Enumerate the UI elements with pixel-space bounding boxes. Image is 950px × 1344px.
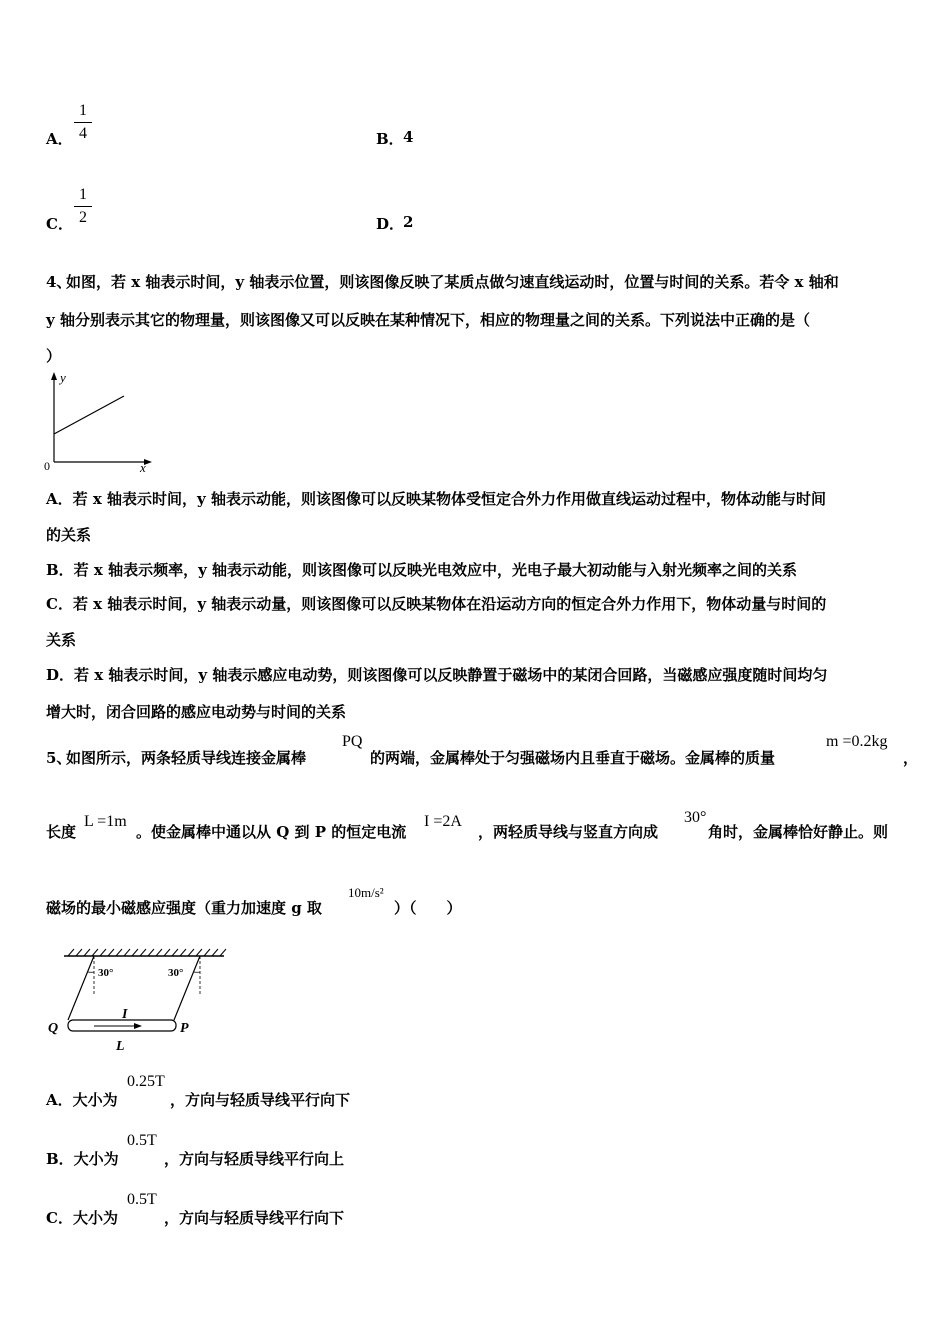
q4-graph — [40, 368, 160, 474]
option-text: 的关系 — [46, 526, 92, 544]
option-text: C．若 x 轴表示时间，y 轴表示动量，则该图像可以反映某物体在沿运动方向的恒定合外力作用下，物体动量与时间的 — [46, 595, 827, 613]
q5-text: ， — [903, 749, 919, 767]
wire-left — [68, 956, 94, 1020]
denominator: 4 — [79, 125, 87, 142]
option-text: ，方向与轻质导线平行向下 — [164, 1209, 345, 1227]
option-text: ，方向与轻质导线平行向下 — [170, 1091, 351, 1109]
q5-text: 。使金属棒中通以从 Q 到 P 的恒定电流 — [136, 823, 407, 841]
wire-right — [174, 956, 200, 1020]
numerator: 1 — [79, 186, 87, 203]
q5-text: 磁场的最小磁感应强度（重力加速度 g 取 — [46, 899, 322, 917]
numerator: 1 — [79, 102, 87, 119]
option-value: 0.5T — [127, 1132, 157, 1149]
option-text: A．大小为 — [46, 1091, 118, 1109]
option-text: ，方向与轻质导线平行向上 — [164, 1150, 345, 1168]
option-value: 0.5T — [127, 1191, 157, 1208]
option-text: 关系 — [46, 631, 77, 649]
fraction-bar — [74, 206, 92, 207]
option-text: 增大时，闭合回路的感应电动势与时间的关系 — [46, 703, 347, 721]
label-p: P — [180, 1021, 189, 1036]
x-axis-label: x — [140, 460, 146, 474]
graph-line — [54, 396, 124, 434]
q5-text: 的两端，金属棒处于匀强磁场内且垂直于磁场。金属棒的质量 — [370, 749, 776, 767]
option-text: B．若 x 轴表示频率，y 轴表示动能，则该图像可以反映光电效应中，光电子最大初动能与入射光频率之间的关系 — [46, 561, 798, 579]
option-value: 4 — [403, 128, 414, 146]
q4-stem-line3: ） — [46, 347, 62, 365]
option-value: 2 — [403, 213, 414, 231]
fraction — [74, 186, 92, 227]
angle-label-left: 30° — [98, 967, 114, 979]
q5-math-current: I =2A — [424, 813, 462, 830]
q5-figure — [44, 946, 234, 1058]
angle-label-right: 30° — [168, 967, 184, 979]
q5-text: ）（ ） — [394, 899, 462, 917]
option-label: C． — [46, 215, 73, 233]
denominator: 2 — [79, 209, 87, 226]
label-length: L — [116, 1039, 125, 1054]
q5-text: ，两轻质导线与竖直方向成 — [478, 823, 659, 841]
option-text: D．若 x 轴表示时间，y 轴表示感应电动势，则该图像可以反映静置于磁场中的某闭合回路，当磁感应强度随时间均匀 — [46, 666, 828, 684]
q5-number: 5、 — [46, 749, 72, 767]
fraction — [74, 102, 92, 143]
q5-math-mass: m =0.2kg — [826, 733, 888, 750]
label-current: I — [122, 1007, 128, 1022]
q5-math-angle: 30° — [684, 809, 707, 826]
q4-number: 4、 — [46, 273, 72, 291]
option-text: C．大小为 — [46, 1209, 118, 1227]
q5-math-pq: PQ — [342, 733, 363, 750]
fraction-bar — [74, 122, 92, 123]
q4-stem-line2: y 轴分别表示其它的物理量，则该图像又可以反映在某种情况下，相应的物理量之间的关系。下列说法中正确的是（ — [46, 311, 810, 329]
q5-text: 角时，金属棒恰好静止。则 — [708, 823, 889, 841]
q5-math-length: L =1m — [84, 813, 127, 830]
q5-math-g: 10m/s² — [348, 885, 384, 900]
ceiling-hatch — [68, 949, 226, 956]
option-label: B． — [376, 130, 404, 148]
option-text: B．大小为 — [46, 1150, 119, 1168]
origin-label: 0 — [44, 459, 50, 473]
q4-stem-line1: 如图，若 x 轴表示时间，y 轴表示位置，则该图像反映了某质点做匀速直线运动时，位置与时间的关系。若令 x 轴和 — [66, 273, 839, 291]
y-axis-label: y — [60, 370, 66, 385]
option-label: D． — [376, 215, 405, 233]
option-value: 0.25T — [127, 1073, 165, 1090]
option-text: A．若 x 轴表示时间，y 轴表示动能，则该图像可以反映某物体受恒定合外力作用做直线运动过程中，物体动能与时间 — [46, 490, 826, 508]
option-label: A． — [46, 130, 73, 148]
y-axis-arrow — [51, 372, 57, 380]
label-q: Q — [48, 1021, 59, 1036]
q5-text: 如图所示，两条轻质导线连接金属棒 — [66, 749, 307, 767]
q5-text: 长度 — [46, 823, 77, 841]
